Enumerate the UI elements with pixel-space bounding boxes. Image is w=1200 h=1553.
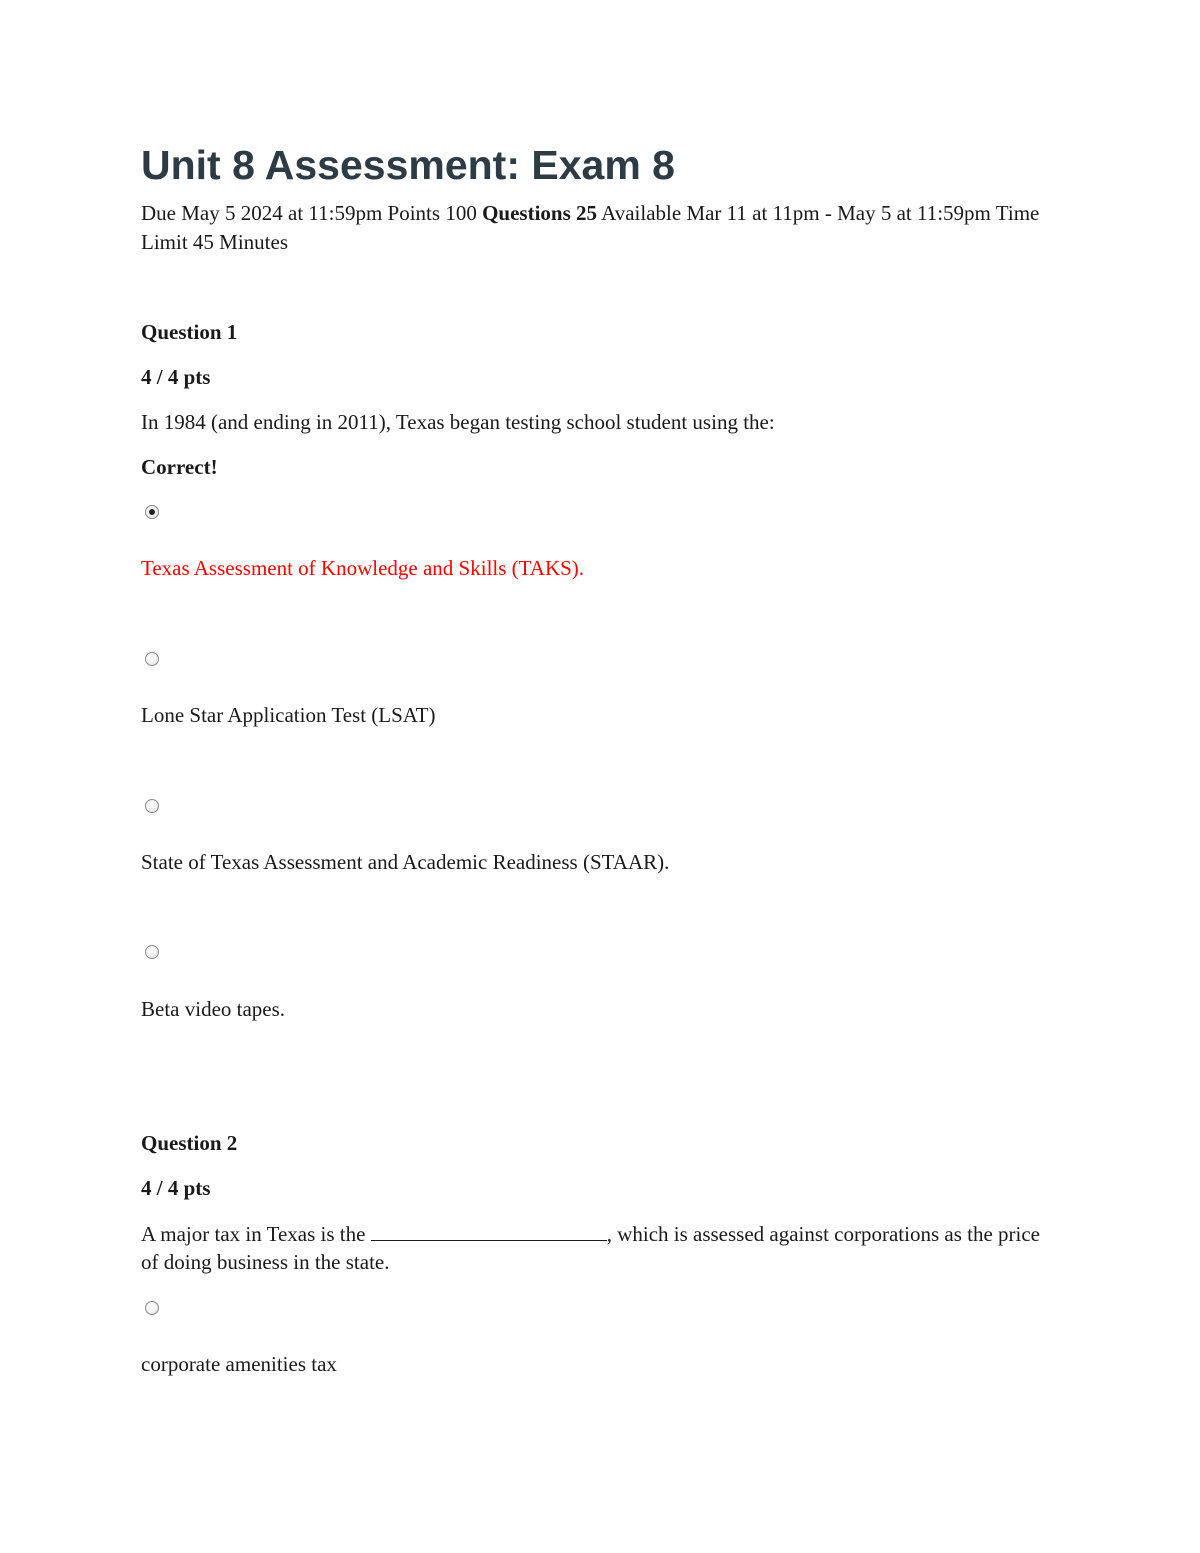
question-2-points: 4 / 4 pts xyxy=(141,1176,211,1200)
radio-selected-icon[interactable] xyxy=(145,505,159,519)
due-label: Due xyxy=(141,201,176,225)
points-value: 100 xyxy=(445,201,477,225)
due-value: May 5 2024 at 11:59pm xyxy=(181,201,383,225)
radio-dot xyxy=(149,509,155,515)
question-1-title: Question 1 xyxy=(141,320,238,344)
questions-label: Questions xyxy=(482,201,571,225)
time-limit-value: 45 Minutes xyxy=(192,230,289,254)
radio-unselected-icon[interactable] xyxy=(145,945,159,959)
question-1-answer-2: Lone Star Application Test (LSAT) xyxy=(141,703,436,727)
time-limit-label: Time Limit xyxy=(141,201,1040,254)
question-1-answer-3: State of Texas Assessment and Academic Readiness (STAAR). xyxy=(141,850,670,874)
exam-meta xyxy=(141,199,1041,257)
question-1-points: 4 / 4 pts xyxy=(141,365,211,389)
question-2-text xyxy=(141,1220,1041,1276)
question-1-status: Correct! xyxy=(141,455,218,479)
question-2-text-before: A major tax in Texas is the xyxy=(141,1222,366,1246)
radio-unselected-icon[interactable] xyxy=(145,652,159,666)
available-label: Available xyxy=(601,201,682,225)
questions-value: 25 xyxy=(576,201,598,225)
fill-in-blank xyxy=(371,1222,607,1241)
question-1-answer-4: Beta video tapes. xyxy=(141,997,286,1021)
question-2-title: Question 2 xyxy=(141,1131,238,1155)
question-2-answer-1: corporate amenities tax xyxy=(141,1352,337,1376)
question-2-text-after: , which is assessed against corporations as the price of doing business in the state. xyxy=(141,1222,1040,1274)
radio-unselected-icon[interactable] xyxy=(145,799,159,813)
question-1-text: In 1984 (and ending in 2011), Texas began testing school student using the: xyxy=(141,410,775,434)
question-1-answer-1: Texas Assessment of Knowledge and Skills (TAKS). xyxy=(141,556,585,580)
available-value: Mar 11 at 11pm - May 5 at 11:59pm xyxy=(686,201,991,225)
radio-unselected-icon[interactable] xyxy=(145,1301,159,1315)
points-label: Points xyxy=(387,201,441,225)
page-title: Unit 8 Assessment: Exam 8 xyxy=(141,142,675,188)
